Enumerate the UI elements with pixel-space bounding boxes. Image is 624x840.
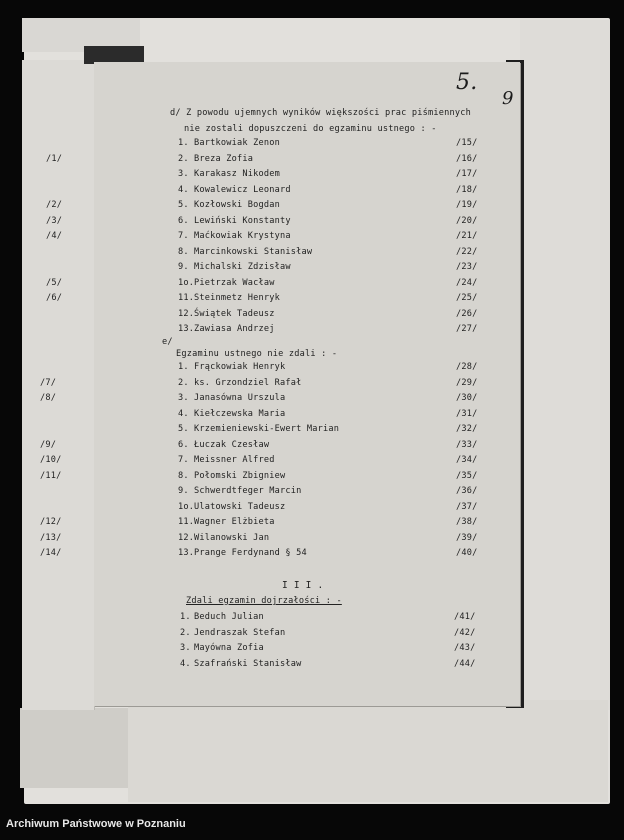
list-item-exam-number: /19/ bbox=[456, 200, 478, 210]
list-item-name: Kowalewicz Leonard bbox=[194, 184, 291, 195]
list-item-number: 11. bbox=[178, 293, 195, 303]
list-item-number: 4. bbox=[178, 408, 189, 419]
bottom-left-page-block bbox=[20, 708, 128, 788]
list-item-number: 11. bbox=[178, 517, 195, 527]
section-d-header-line-2: nie zostali dopuszczeni do egzaminu ustnego : - bbox=[184, 124, 437, 134]
section-e-letter: e/ bbox=[162, 337, 173, 347]
list-item-number: 8. bbox=[178, 246, 189, 257]
margin-annotation: /5/ bbox=[46, 277, 63, 288]
list-item-exam-number: /31/ bbox=[456, 408, 478, 419]
list-item-exam-number: /38/ bbox=[456, 517, 478, 527]
list-item-number: 2. bbox=[178, 153, 189, 164]
list-item-name: Krzemieniewski-Ewert Marian bbox=[194, 424, 340, 434]
list-item-number: 12. bbox=[178, 308, 195, 319]
list-item-name: Pietrzak Wacław bbox=[194, 277, 275, 288]
list-item-exam-number: /33/ bbox=[456, 439, 478, 450]
list-item-exam-number: /25/ bbox=[456, 293, 478, 303]
margin-annotation: /3/ bbox=[46, 215, 63, 226]
list-item-number: 4. bbox=[178, 184, 189, 195]
list-item-exam-number: /21/ bbox=[456, 231, 478, 241]
list-item-exam-number: /39/ bbox=[456, 532, 478, 543]
list-item-number: 1. bbox=[178, 362, 189, 372]
handwritten-page-number-2: 9 bbox=[502, 88, 514, 109]
list-item-name: Lewiński Konstanty bbox=[194, 215, 291, 226]
margin-annotation: /10/ bbox=[40, 455, 62, 465]
list-item-number: 9. bbox=[178, 486, 189, 496]
margin-annotation: /7/ bbox=[40, 377, 57, 388]
list-item-exam-number: /42/ bbox=[454, 627, 476, 638]
list-item-number: 2. bbox=[180, 627, 191, 638]
margin-annotation: /11/ bbox=[40, 470, 62, 481]
list-item-name: Breza Zofia bbox=[194, 153, 254, 164]
margin-annotation: /13/ bbox=[40, 532, 62, 543]
handwritten-page-number: 5. bbox=[456, 70, 478, 95]
list-item-exam-number: /29/ bbox=[456, 377, 478, 388]
list-item-exam-number: /40/ bbox=[456, 548, 478, 558]
list-item-number: 6. bbox=[178, 439, 189, 450]
list-item-name: Schwerdtfeger Marcin bbox=[194, 486, 302, 496]
list-item-exam-number: /15/ bbox=[456, 138, 478, 148]
list-item-name: Michalski Zdzisław bbox=[194, 262, 291, 272]
list-item-number: 12. bbox=[178, 532, 195, 543]
list-item-number: 7. bbox=[178, 231, 189, 241]
margin-annotation: /14/ bbox=[40, 548, 62, 558]
list-item-exam-number: /22/ bbox=[456, 246, 478, 257]
list-item-number: 6. bbox=[178, 215, 189, 226]
list-item-number: 5. bbox=[178, 200, 189, 210]
list-item-number: 1. bbox=[178, 138, 189, 148]
list-item-exam-number: /36/ bbox=[456, 486, 478, 496]
list-item-exam-number: /41/ bbox=[454, 612, 476, 622]
list-item-exam-number: /35/ bbox=[456, 470, 478, 481]
list-item-name: Połomski Zbigniew bbox=[194, 470, 286, 481]
list-item-exam-number: /28/ bbox=[456, 362, 478, 372]
margin-annotation: /1/ bbox=[46, 153, 63, 164]
list-item-number: 1o. bbox=[178, 501, 195, 512]
right-page-strip bbox=[520, 20, 610, 710]
list-item-number: 13. bbox=[178, 324, 195, 334]
list-item-name: Łuczak Czesław bbox=[194, 439, 270, 450]
list-item-exam-number: /24/ bbox=[456, 277, 478, 288]
list-item-exam-number: /34/ bbox=[456, 455, 478, 465]
list-item-exam-number: /18/ bbox=[456, 184, 478, 195]
margin-annotation: /2/ bbox=[46, 200, 63, 210]
list-item-name: Karakasz Nikodem bbox=[194, 169, 280, 179]
list-item-number: 9. bbox=[178, 262, 189, 272]
list-item-number: 3. bbox=[180, 643, 191, 653]
list-item-name: Ulatowski Tadeusz bbox=[194, 501, 286, 512]
list-item-name: Wagner Elżbieta bbox=[194, 517, 275, 527]
list-item-name: Maćkowiak Krystyna bbox=[194, 231, 291, 241]
list-item-name: Kozłowski Bogdan bbox=[194, 200, 280, 210]
list-item-exam-number: /17/ bbox=[456, 169, 478, 179]
list-item-name: Kiełczewska Maria bbox=[194, 408, 286, 419]
list-item-name: Frąckowiak Henryk bbox=[194, 362, 286, 372]
list-item-number: 3. bbox=[178, 169, 189, 179]
list-item-name: Wilanowski Jan bbox=[194, 532, 270, 543]
list-item-exam-number: /16/ bbox=[456, 153, 478, 164]
section-e-header: Egzaminu ustnego nie zdali : - bbox=[176, 349, 338, 359]
list-item-name: Meissner Alfred bbox=[194, 455, 275, 465]
margin-annotation: /4/ bbox=[46, 231, 63, 241]
list-item-number: 5. bbox=[178, 424, 189, 434]
list-item-name: ks. Grzondziel Rafał bbox=[194, 377, 302, 388]
list-item-name: Prange Ferdynand § 54 bbox=[194, 548, 307, 558]
list-item-exam-number: /30/ bbox=[456, 393, 478, 403]
list-item-name: Mayówna Zofia bbox=[194, 643, 264, 653]
list-item-exam-number: /37/ bbox=[456, 501, 478, 512]
list-item-number: 2. bbox=[178, 377, 189, 388]
list-item-exam-number: /43/ bbox=[454, 643, 476, 653]
list-item-number: 13. bbox=[178, 548, 195, 558]
section-iii-title: I I I . bbox=[282, 580, 324, 591]
list-item-name: Szafrański Stanisław bbox=[194, 658, 302, 669]
section-iii-header: Zdali egzamin dojrzałości : - bbox=[186, 596, 342, 606]
list-item-name: Steinmetz Henryk bbox=[194, 293, 280, 303]
list-item-number: 7. bbox=[178, 455, 189, 465]
margin-annotation: /9/ bbox=[40, 439, 57, 450]
list-item-number: 4. bbox=[180, 658, 191, 669]
list-item-name: Świątek Tadeusz bbox=[194, 308, 275, 319]
list-item-number: 3. bbox=[178, 393, 189, 403]
list-item-exam-number: /20/ bbox=[456, 215, 478, 226]
list-item-exam-number: /44/ bbox=[454, 658, 476, 669]
list-item-name: Beduch Julian bbox=[194, 612, 264, 622]
list-item-name: Zawiasa Andrzej bbox=[194, 324, 275, 334]
section-d-header-line-1: d/ Z powodu ujemnych wyników większości prac piśmiennych bbox=[170, 108, 471, 118]
list-item-number: 1. bbox=[180, 612, 191, 622]
list-item-name: Bartkowiak Zenon bbox=[194, 138, 280, 148]
margin-annotation: /6/ bbox=[46, 293, 63, 303]
margin-annotation: /12/ bbox=[40, 517, 62, 527]
list-item-number: 1o. bbox=[178, 277, 195, 288]
list-item-name: Jendraszak Stefan bbox=[194, 627, 286, 638]
list-item-exam-number: /23/ bbox=[456, 262, 478, 272]
margin-annotation: /8/ bbox=[40, 393, 57, 403]
bottom-page-strip bbox=[128, 700, 608, 802]
list-item-name: Janasówna Urszula bbox=[194, 393, 286, 403]
list-item-exam-number: /32/ bbox=[456, 424, 478, 434]
list-item-number: 8. bbox=[178, 470, 189, 481]
list-item-exam-number: /27/ bbox=[456, 324, 478, 334]
archive-footer: Archiwum Państwowe w Poznaniu bbox=[6, 818, 186, 830]
list-item-name: Marcinkowski Stanisław bbox=[194, 246, 313, 257]
list-item-exam-number: /26/ bbox=[456, 308, 478, 319]
